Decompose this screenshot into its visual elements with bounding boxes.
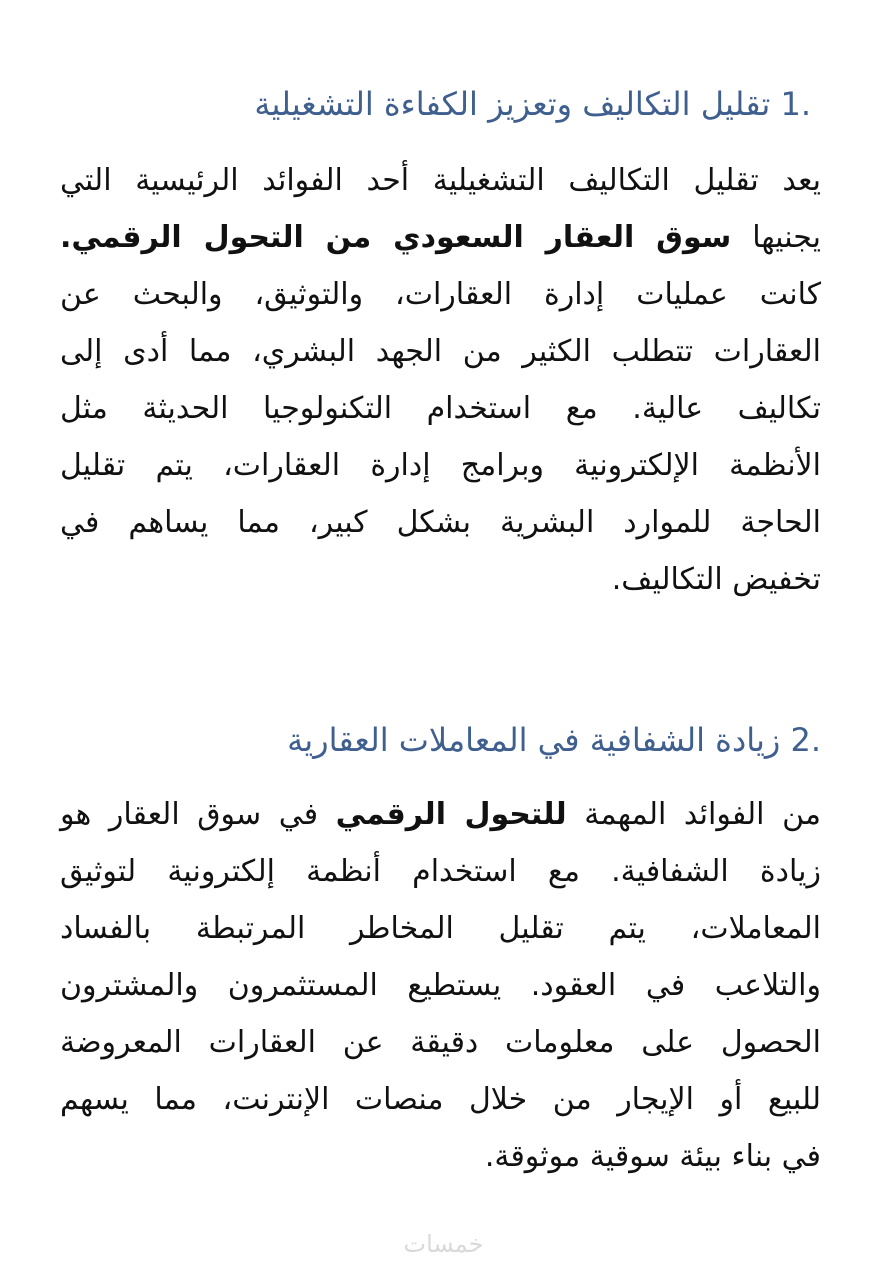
line-text: كانت عمليات إدارة العقارات، والتوثيق، والبحث عن: [60, 277, 821, 312]
paragraph-line: [60, 209, 821, 266]
line-text: الأنظمة الإلكترونية وبرامج إدارة العقارات، يتم تقليل: [60, 448, 821, 483]
line-text: من الفوائد المهمة: [566, 797, 821, 832]
section-2-title: زيادة الشفافية في المعاملات العقارية: [287, 721, 781, 759]
paragraph-line: [60, 380, 821, 437]
paragraph-line: [60, 1128, 821, 1185]
line-text: في سوق العقار هو: [60, 797, 336, 832]
section-2-paragraph: [60, 786, 821, 1185]
paragraph-line: [60, 1071, 821, 1128]
section-2-number: 2.: [790, 721, 821, 759]
line-text: تخفيض التكاليف.: [611, 562, 821, 597]
line-text: والتلاعب في العقود. يستطيع المستثمرون والمشترون: [60, 968, 821, 1003]
section-2-heading: [287, 718, 821, 762]
paragraph-line: [60, 551, 821, 608]
line-text: في بناء بيئة سوقية موثوقة.: [484, 1139, 821, 1174]
line-text: يعد تقليل التكاليف التشغيلية أحد الفوائد الرئيسية التي: [60, 163, 821, 198]
paragraph-line: [60, 1014, 821, 1071]
paragraph-line: [60, 900, 821, 957]
line-text: تكاليف عالية. مع استخدام التكنولوجيا الحديثة مثل: [60, 391, 821, 426]
watermark-logo: خمسات: [403, 1230, 484, 1258]
section-1-paragraph: [60, 152, 821, 608]
paragraph-line: [60, 437, 821, 494]
section-1-heading: [254, 82, 811, 126]
line-text: الحصول على معلومات دقيقة عن العقارات المعروضة: [60, 1025, 821, 1060]
paragraph-line: [60, 266, 821, 323]
line-text: المعاملات، يتم تقليل المخاطر المرتبطة بالفساد: [60, 911, 821, 946]
line-text: زيادة الشفافية. مع استخدام أنظمة إلكترونية لتوثيق: [60, 854, 821, 889]
paragraph-line: [60, 494, 821, 551]
bold-phrase: للتحول الرقمي: [335, 797, 567, 832]
paragraph-line: [60, 786, 821, 843]
paragraph-line: [60, 843, 821, 900]
line-text: يجنيها: [731, 220, 821, 255]
line-text: العقارات تتطلب الكثير من الجهد البشري، مما أدى إلى: [60, 334, 821, 369]
paragraph-line: [60, 152, 821, 209]
line-text: للبيع أو الإيجار من خلال منصات الإنترنت، مما يسهم: [60, 1082, 821, 1117]
line-text: الحاجة للموارد البشرية بشكل كبير، مما يساهم في: [60, 505, 821, 540]
paragraph-line: [60, 323, 821, 380]
paragraph-line: [60, 957, 821, 1014]
section-1-title: تقليل التكاليف وتعزيز الكفاءة التشغيلية: [254, 85, 771, 123]
bold-phrase: سوق العقار السعودي من التحول الرقمي.: [60, 220, 732, 255]
section-1-number: 1.: [780, 85, 811, 123]
